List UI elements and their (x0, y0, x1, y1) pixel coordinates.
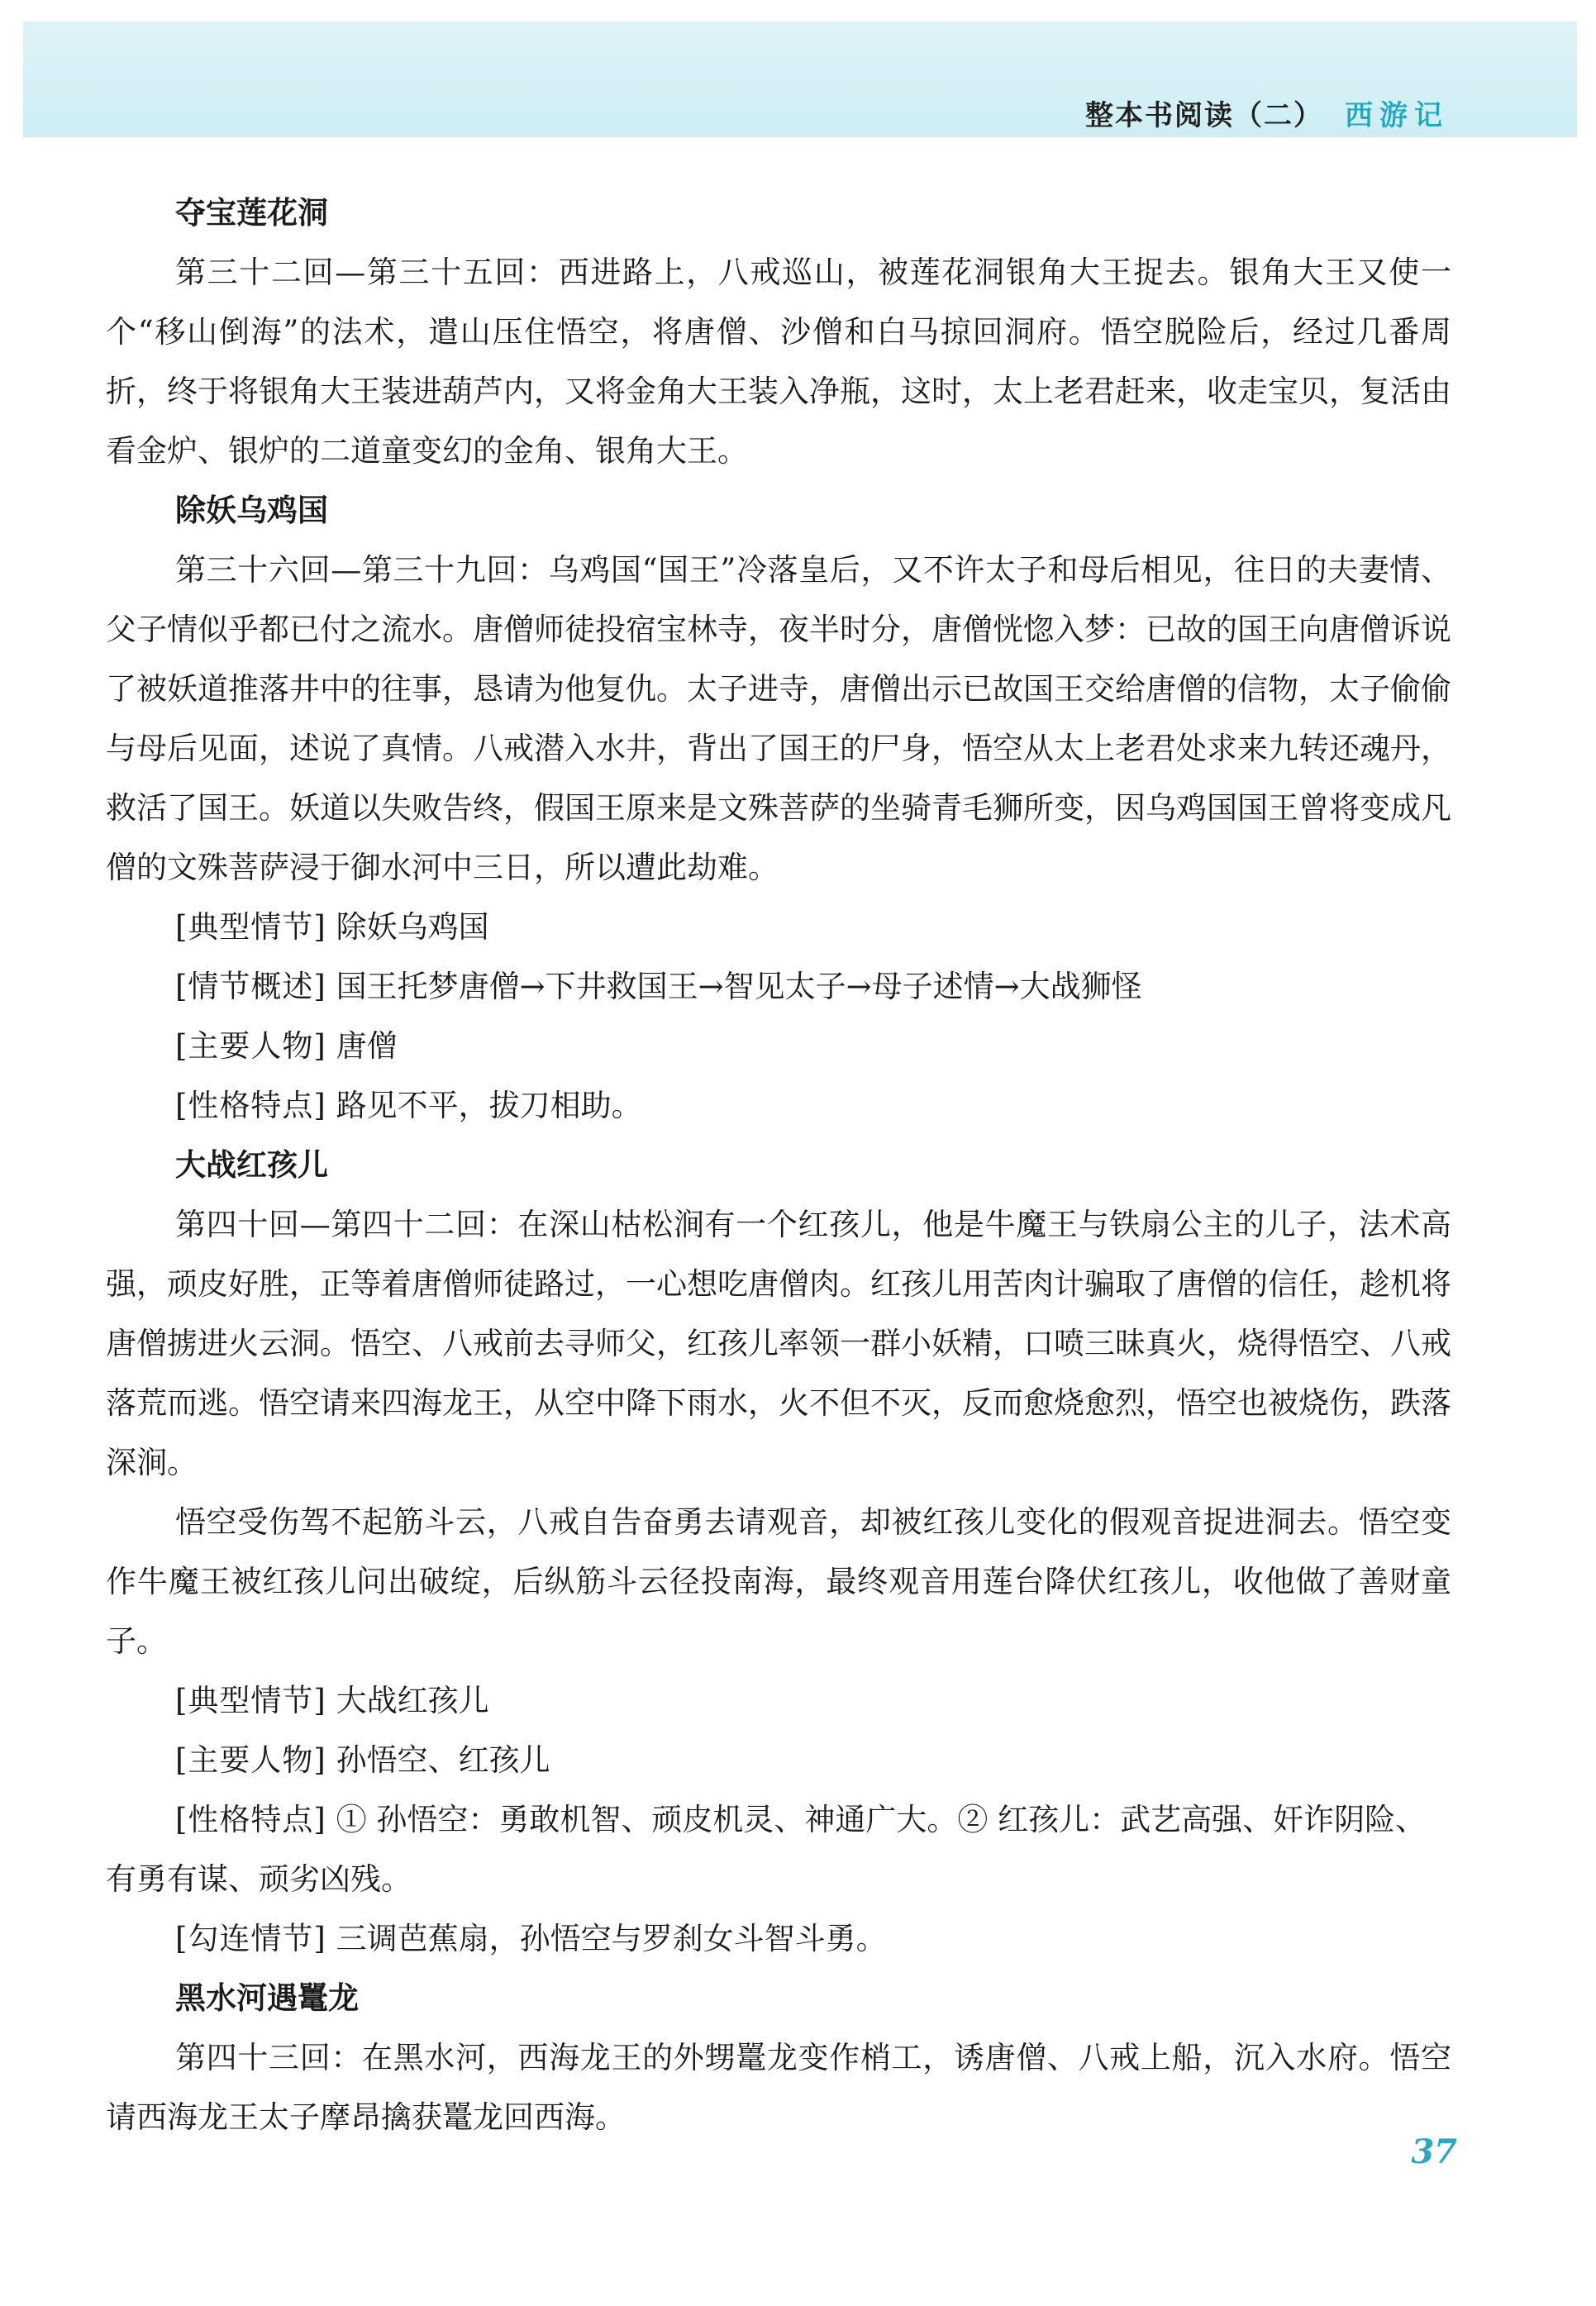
annotation-text: 大战红孩儿 (336, 1683, 489, 1718)
annotation-item (175, 1909, 1451, 1969)
section-paragraph: 第四十三回：在黑水河，西海龙王的外甥鼍龙变作梢工，诱唐僧、八戒上船，沉入水府。悟空请西海龙王太子摩昂擒获鼍龙回西海。 (106, 2040, 1451, 2135)
annotation-tag: [勾连情节] (175, 1921, 326, 1956)
book-title: 西游记 (1345, 99, 1449, 132)
section-paragraph: 第三十六回—第三十九回：乌鸡国“国王”冷落皇后，又不许太子和母后相见，往日的夫妻情、父子情似乎都已付之流水。唐僧师徒投宿宝林寺，夜半时分，唐僧恍惚入梦：已故的国王向唐僧诉说了被妖道推落井中的往事，恳请为他复仇。太子进寺，唐僧出示已故国王交给唐僧的信物，太子偷偷与母后见面，述说了真情。八戒潜入水井，背出了国王的尸身，悟空从太上老君处求来九转还魂丹，救活了国王。妖道以失败告终，假国王原来是文殊菩萨的坐骑青毛狮所变，因乌鸡国国王曾将变成凡僧的文殊菩萨浸于御水河中三日，所以遭此劫难。 (106, 552, 1451, 885)
annotation-text: 路见不平，拔刀相助。 (336, 1088, 642, 1123)
section-heading: 夺宝莲花洞 (175, 195, 328, 231)
annotation-tag: [典型情节] (175, 909, 326, 945)
section-heading: 除妖乌鸡国 (175, 493, 328, 528)
annotation-item (175, 1671, 1451, 1731)
section-heading: 黑水河遇鼍龙 (175, 1980, 359, 2016)
annotation-item (175, 957, 1451, 1017)
section-heading: 大战红孩儿 (175, 1147, 328, 1183)
section-paragraph: 悟空受伤驾不起筋斗云，八戒自告奋勇去请观音，却被红孩儿变化的假观音捉进洞去。悟空变作牛魔王被红孩儿问出破绽，后纵筋斗云径投南海，最终观音用莲台降伏红孩儿，收他做了善财童子。 (106, 1504, 1451, 1659)
annotation-tag: [情节概述] (175, 969, 326, 1004)
annotation-tag: [性格特点] (175, 1802, 326, 1837)
annotation-item (175, 1731, 1451, 1790)
annotation-text: 孙悟空、红孩儿 (336, 1742, 550, 1778)
annotation-tag: [典型情节] (175, 1683, 326, 1718)
annotation-tag: [性格特点] (175, 1088, 326, 1123)
annotation-tag: [主要人物] (175, 1028, 326, 1064)
annotation-item (175, 1076, 1451, 1136)
page-content (106, 183, 1451, 2147)
annotation-item (106, 1790, 1451, 1909)
running-header (1085, 93, 1449, 133)
annotation-text: 除妖乌鸡国 (336, 909, 489, 945)
annotation-text: 国王托梦唐僧→下井救国王→智见太子→母子述情→大战狮怪 (336, 969, 1142, 1004)
page-number: 37 (1411, 2132, 1457, 2171)
series-title: 整本书阅读（二） (1085, 99, 1323, 132)
annotation-item (175, 1017, 1451, 1076)
annotation-text: 三调芭蕉扇，孙悟空与罗刹女斗智斗勇。 (336, 1921, 887, 1956)
annotation-item (175, 898, 1451, 957)
section-paragraph: 第四十回—第四十二回：在深山枯松涧有一个红孩儿，他是牛魔王与铁扇公主的儿子，法术高强，顽皮好胜，正等着唐僧师徒路过，一心想吃唐僧肉。红孩儿用苦肉计骗取了唐僧的信任，趁机将唐僧掳进火云洞。悟空、八戒前去寻师父，红孩儿率领一群小妖精，口喷三昧真火，烧得悟空、八戒落荒而逃。悟空请来四海龙王，从空中降下雨水，火不但不灭，反而愈烧愈烈，悟空也被烧伤，跌落深涧。 (106, 1207, 1451, 1480)
section-paragraph: 第三十二回—第三十五回：西进路上，八戒巡山，被莲花洞银角大王捉去。银角大王又使一个“移山倒海”的法术，遣山压住悟空，将唐僧、沙僧和白马掠回洞府。悟空脱险后，经过几番周折，终于将银角大王装进葫芦内，又将金角大王装入净瓶，这时，太上老君赶来，收走宝贝，复活由看金炉、银炉的二道童变幻的金角、银角大王。 (106, 255, 1451, 469)
annotation-text: ① 孙悟空：勇敢机智、顽皮机灵、神通广大。② 红孩儿：武艺高强、奸诈阴险、有勇有谋、顽劣凶残。 (106, 1802, 1427, 1897)
annotation-text: 唐僧 (336, 1028, 398, 1064)
annotation-tag: [主要人物] (175, 1742, 326, 1778)
